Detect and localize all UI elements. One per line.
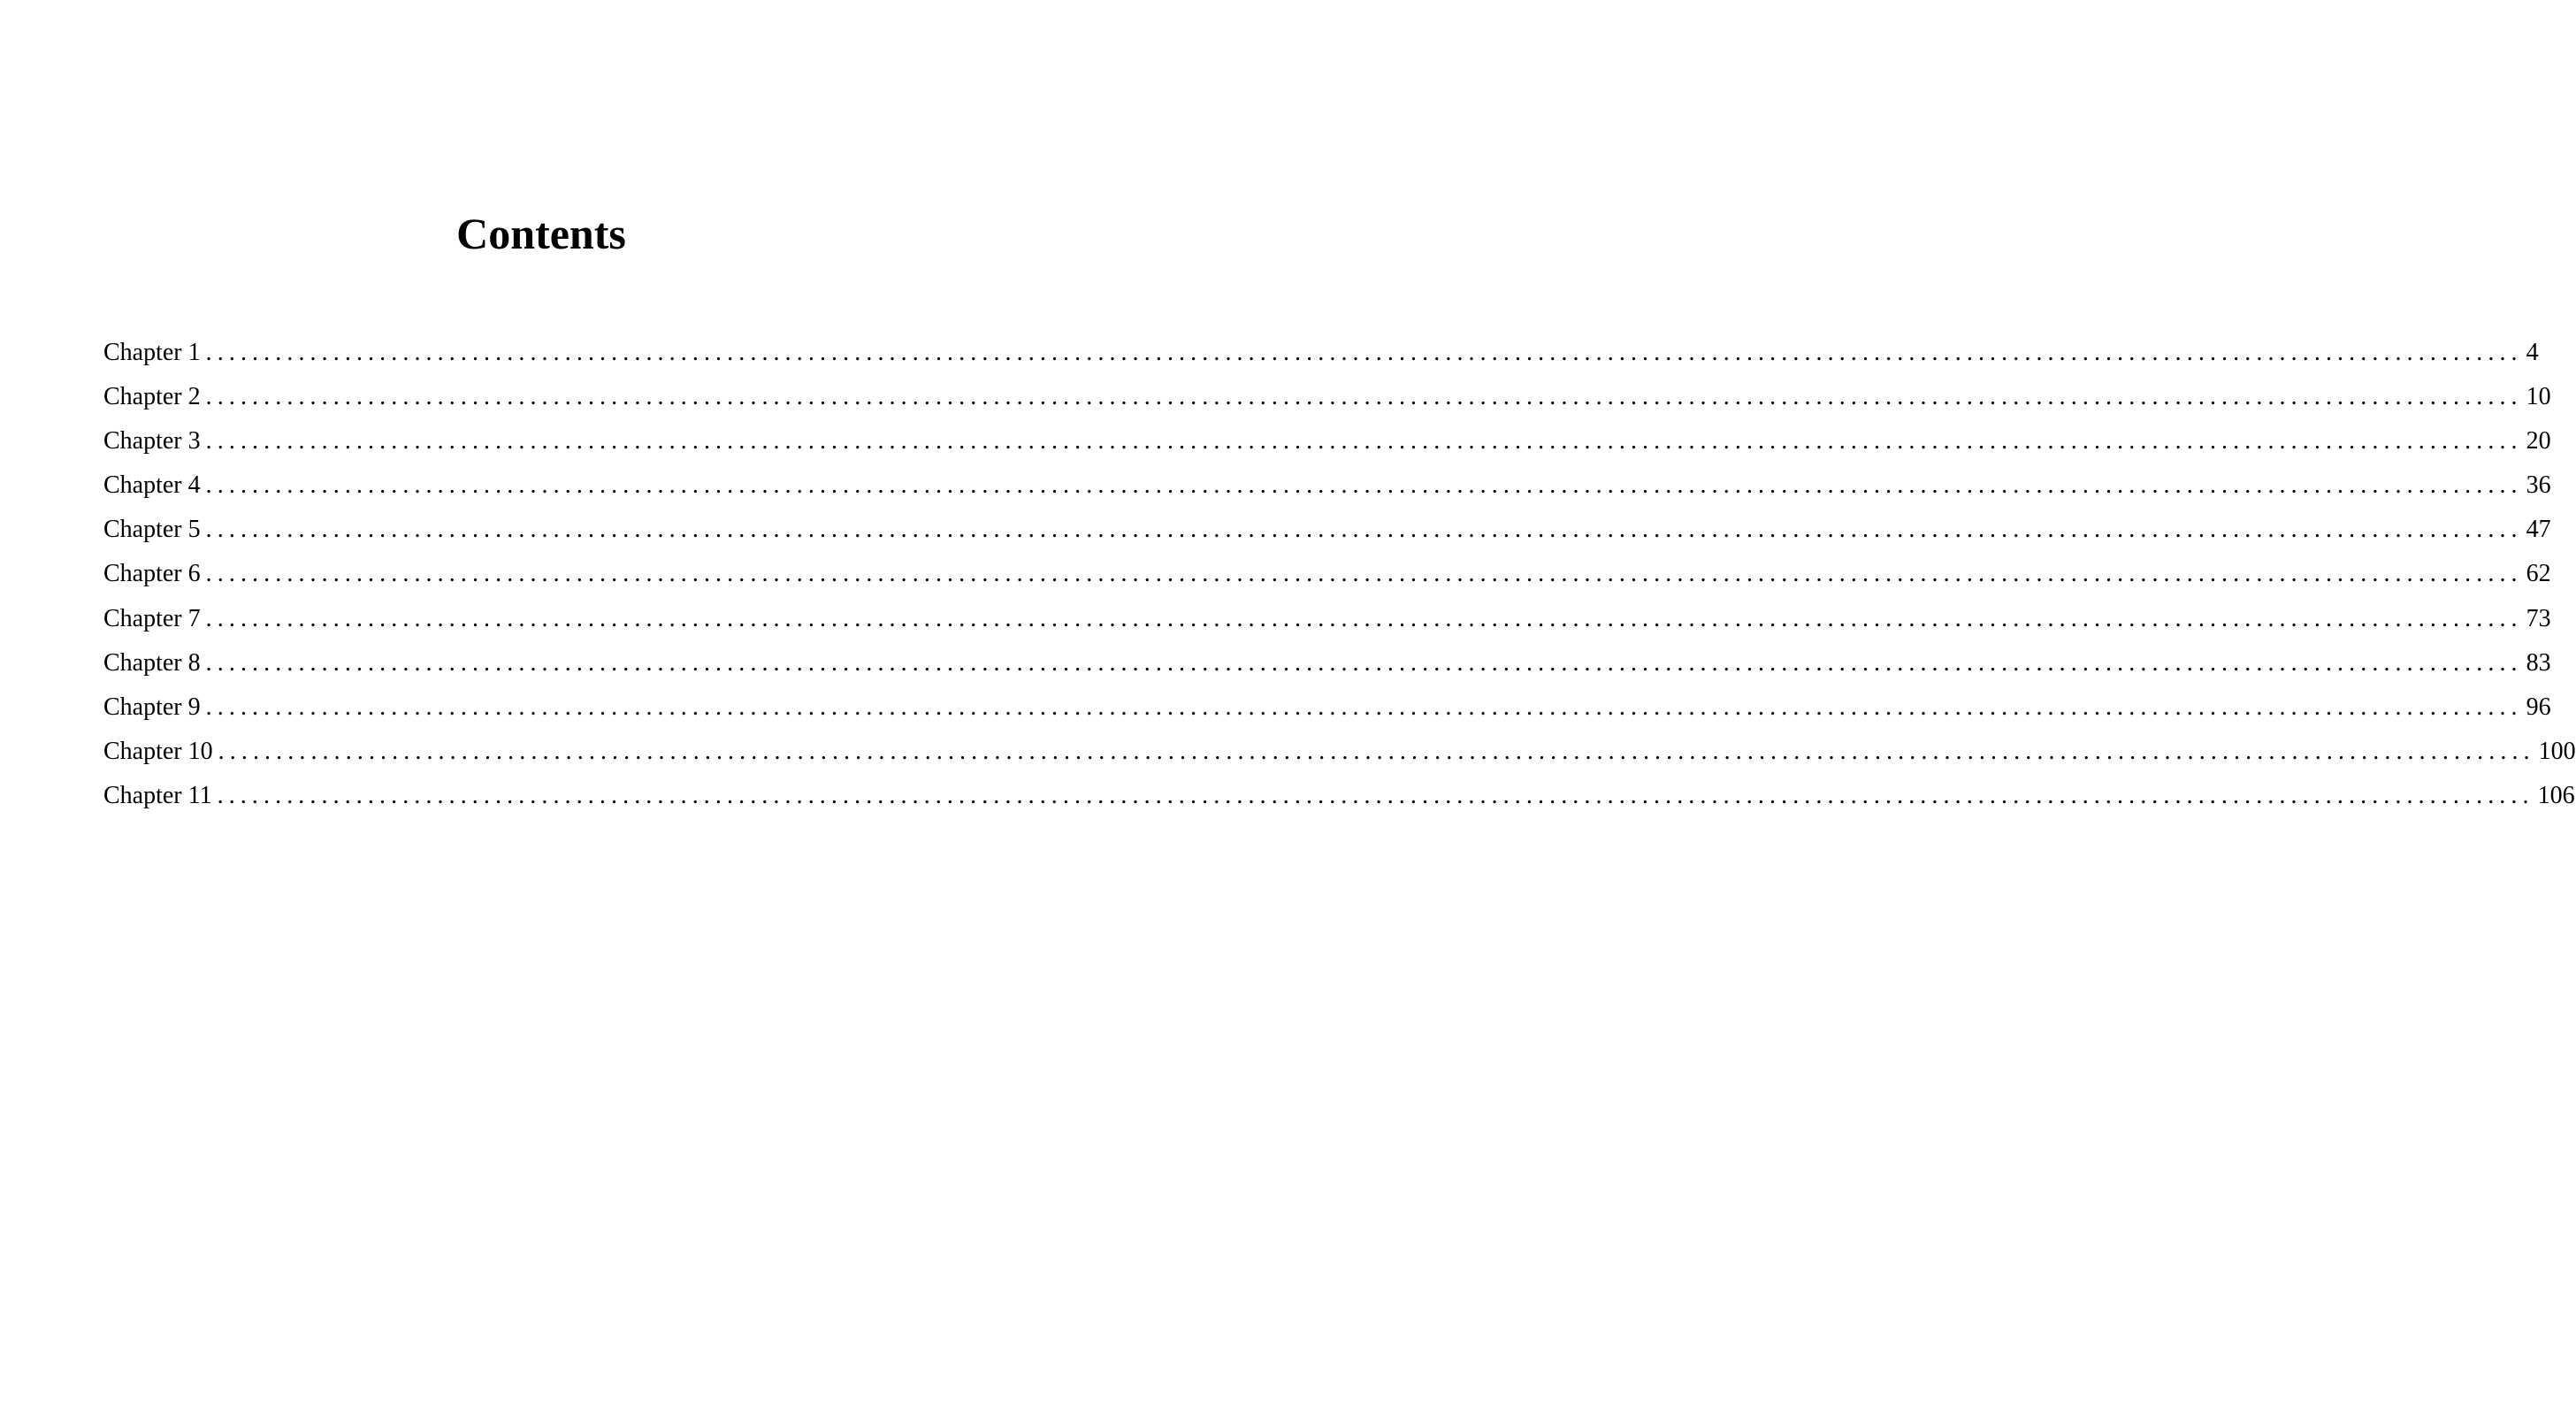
toc-dot-leader: ........................................................................................................................................................................................................: [217, 781, 2534, 809]
toc-entry-page: 36: [2526, 471, 2551, 500]
toc-entry-page: 100: [2538, 737, 2576, 765]
toc-entry-label: Chapter 7: [103, 604, 201, 632]
toc-entry-page: 73: [2526, 604, 2551, 632]
toc-dot-leader: ........................................................................................................................................................................................................: [218, 737, 2535, 765]
toc-entry-page: 10: [2526, 383, 2551, 411]
toc-dot-leader: ........................................................................................................................................................................................................: [205, 383, 2523, 411]
toc-entry[interactable]: [103, 685, 2551, 730]
toc-entry-page: 62: [2526, 560, 2551, 588]
toc-dot-leader: ........................................................................................................................................................................................................: [205, 693, 2523, 721]
toc-dot-leader: ........................................................................................................................................................................................................: [205, 604, 2523, 632]
toc-entry-page: 20: [2526, 427, 2551, 456]
toc-entry-label: Chapter 10: [103, 737, 213, 765]
toc-entry[interactable]: [103, 774, 2575, 818]
toc-dot-leader: ........................................................................................................................................................................................................: [205, 339, 2523, 366]
toc-entry[interactable]: [103, 419, 2551, 463]
toc-entry[interactable]: [103, 375, 2551, 419]
toc-entry[interactable]: [103, 552, 2551, 596]
toc-entry-label: Chapter 2: [103, 383, 201, 411]
toc-entry-label: Chapter 4: [103, 471, 201, 500]
toc-entry-page: 4: [2526, 339, 2539, 366]
toc-entry-label: Chapter 6: [103, 560, 201, 588]
toc-entry[interactable]: [103, 597, 2551, 641]
toc-dot-leader: ........................................................................................................................................................................................................: [205, 516, 2523, 544]
toc-entry-label: Chapter 9: [103, 693, 201, 721]
toc-entry[interactable]: [103, 730, 2576, 774]
toc-entry-label: Chapter 11: [103, 781, 212, 809]
toc-entry-page: 83: [2526, 648, 2551, 677]
toc-entry-label: Chapter 1: [103, 339, 201, 366]
table-of-contents: [103, 331, 2576, 818]
toc-dot-leader: ........................................................................................................................................................................................................: [205, 560, 2523, 588]
toc-entry[interactable]: [103, 331, 2539, 375]
toc-dot-leader: ........................................................................................................................................................................................................: [205, 427, 2523, 456]
toc-entry-label: Chapter 3: [103, 427, 201, 456]
toc-entry-page: 96: [2526, 693, 2551, 721]
toc-entry-page: 106: [2537, 781, 2575, 809]
toc-entry-label: Chapter 8: [103, 648, 201, 677]
toc-dot-leader: ........................................................................................................................................................................................................: [205, 471, 2523, 500]
toc-entry-label: Chapter 5: [103, 516, 201, 544]
toc-entry-page: 47: [2526, 516, 2551, 544]
toc-entry[interactable]: [103, 463, 2551, 508]
toc-dot-leader: ........................................................................................................................................................................................................: [205, 648, 2523, 677]
toc-entry[interactable]: [103, 508, 2551, 552]
contents-heading: Contents: [456, 209, 626, 258]
toc-entry[interactable]: [103, 641, 2551, 685]
